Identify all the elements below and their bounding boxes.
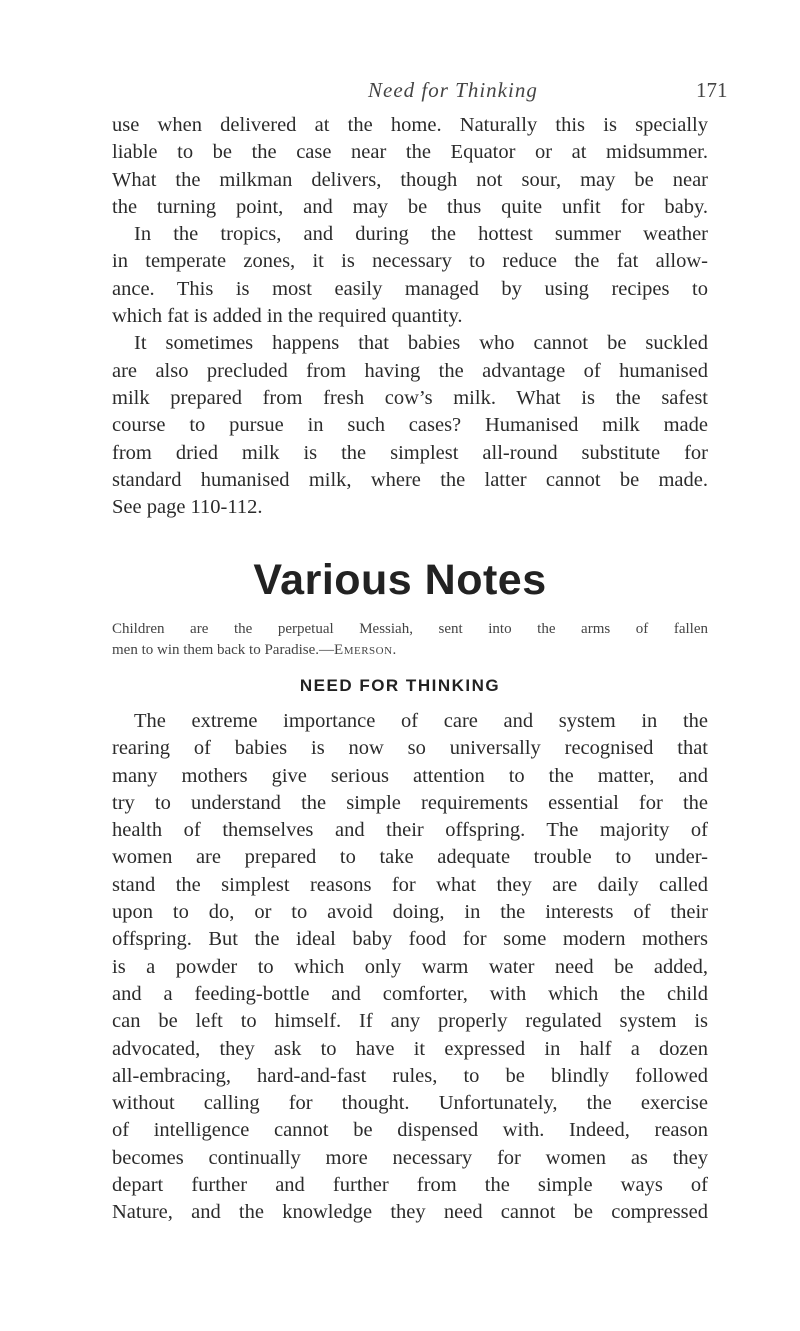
text-line: upon to do, or to avoid doing, in the interests of their (112, 901, 708, 924)
text-line: of intelligence cannot be dispensed with. Indeed, reason (112, 1119, 708, 1142)
text-line: without calling for thought. Unfortunately, the exercise (112, 1092, 708, 1115)
text-line: depart further and further from the simple ways of (112, 1174, 708, 1197)
paragraph-need-for-thinking (112, 708, 708, 1227)
text-line: the turning point, and may be thus quite unfit for baby. (112, 195, 708, 218)
epigraph-line (112, 640, 708, 661)
text-line: from dried milk is the simplest all-round substitute for (112, 441, 708, 464)
text-line: What the milkman delivers, though not sour, may be near (112, 168, 708, 191)
epigraph-author: Emerson. (334, 642, 397, 658)
text-line: many mothers give serious attention to the matter, and (112, 764, 708, 787)
section-title: Various Notes (253, 556, 547, 604)
text-line: can be left to himself. If any properly regulated system is (112, 1010, 708, 1033)
epigraph-line: Children are the perpetual Messiah, sent into the arms of fallen (112, 621, 708, 637)
subheading: NEED FOR THINKING (299, 676, 501, 695)
text-line: is a powder to which only warm water need be added, (112, 955, 708, 978)
text-line: standard humanised milk, where the latter cannot be made. (112, 468, 708, 491)
text-line: stand the simplest reasons for what they are daily called (112, 873, 708, 896)
epigraph-text: men to win them back to Paradise.— (112, 642, 335, 658)
text-line: milk prepared from fresh cow’s milk. What is the safest (112, 386, 708, 409)
text-line: try to understand the simple requirements essential for the (112, 791, 708, 814)
text-line: all-embracing, hard-and-fast rules, to be blindly followed (112, 1064, 708, 1087)
text-line: and a feeding-bottle and comforter, with which the child (112, 982, 708, 1005)
text-line: health of themselves and their offspring. The majority of (112, 819, 708, 842)
text-line: are also precluded from having the advantage of humanised (112, 359, 708, 382)
running-head: Need for Thinking (368, 78, 538, 102)
text-line: course to pursue in such cases? Humanised milk made (112, 414, 708, 437)
text-line: See page 110-112. (112, 496, 263, 519)
text-line: ance. This is most easily managed by using recipes to (112, 277, 708, 300)
text-line: use when delivered at the home. Naturally this is specially (112, 114, 708, 136)
text-line: rearing of babies is now so universally recognised that (112, 737, 708, 760)
text-line: In the tropics, and during the hottest summer weather (134, 223, 708, 246)
text-line: Nature, and the knowledge they need cannot be compressed (112, 1201, 708, 1224)
text-line: in temperate zones, it is necessary to reduce the fat allow- (112, 250, 708, 273)
text-line: advocated, they ask to have it expressed in half a dozen (112, 1037, 708, 1060)
text-line: It sometimes happens that babies who cannot be suckled (134, 332, 708, 355)
text-line: offspring. But the ideal baby food for some modern mothers (112, 928, 708, 951)
text-line: becomes continually more necessary for women as they (112, 1146, 708, 1169)
page-header (0, 78, 800, 106)
page-number: 171 (696, 78, 728, 102)
text-line: liable to be the case near the Equator or at midsummer. (112, 141, 708, 164)
text-line: The extreme importance of care and system in the (134, 710, 708, 732)
paragraph-fat-allowance (112, 112, 708, 521)
text-line: which fat is added in the required quantity. (112, 305, 463, 328)
text-line: women are prepared to take adequate trouble to under- (112, 846, 708, 869)
epigraph (112, 619, 708, 661)
